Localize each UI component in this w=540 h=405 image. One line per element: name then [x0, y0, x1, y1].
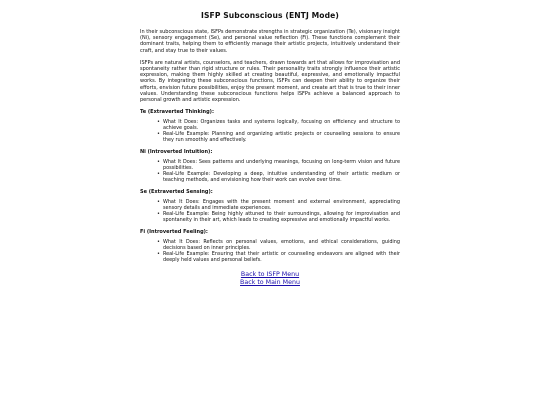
- list-item: • What It Does: Organizes tasks and systems logically, focusing on efficiency and structure to achieve goals.: [157, 119, 400, 131]
- section-heading-fi: Fi (Introverted Feeling):: [140, 229, 208, 236]
- back-to-isfp-menu-link[interactable]: Back to ISFP Menu: [240, 271, 300, 279]
- list-item: • Real-Life Example: Being highly attuned to their surroundings, allowing for improvisation and spontaneity in their art, which leads to creating expressive and emotionally impactful works.: [157, 211, 400, 223]
- list-item: • Real-Life Example: Planning and organizing artistic projects or counseling sessions to ensure they run smoothly and effectively.: [157, 131, 400, 143]
- section-heading-se: Se (Extraverted Sensing):: [140, 189, 213, 196]
- back-to-main-menu-link[interactable]: Back to Main Menu: [240, 278, 300, 286]
- page-content: [140, 0, 400, 286]
- section-list-te: [140, 119, 400, 143]
- section-ni: [140, 149, 400, 183]
- navigation-links: [140, 271, 400, 286]
- section-list-ni: [140, 159, 400, 183]
- section-heading-te: Te (Extraverted Thinking):: [140, 109, 214, 116]
- list-item: • What It Does: Reflects on personal values, emotions, and ethical considerations, guiding decisions based on inner principles.: [157, 239, 400, 251]
- list-item: • Real-Life Example: Ensuring that their artistic or counseling endeavors are aligned with their deeply held values and personal beliefs.: [157, 251, 400, 263]
- section-list-fi: [140, 239, 400, 263]
- list-item: • What It Does: Sees patterns and underlying meanings, focusing on long-term vision and future possibilities.: [157, 159, 400, 171]
- intro-paragraph-1: In their subconscious state, ISFPs demonstrate strengths in strategic organization (Te), visionary insight (Ni), sensory engagement (Se), and personal value reflection (Fi). These functions complement their dominant traits, helping them to efficiently manage their artistic projects, intuitively understand their craft, and stay true to their values.: [140, 29, 400, 54]
- section-heading-ni: Ni (Introverted Intuition):: [140, 149, 213, 156]
- intro-paragraph-2: ISFPs are natural artists, counselors, and teachers, drawn towards art that allows for improvisation and spontaneity rather than rigid structure or rules. Their personality traits strongly influence their artistic expression, making them highly skilled at creating beautiful, expressive, and emotionally impactful works. By integrating these subconscious functions, ISFPs can deepen their ability to organize their efforts, envision future possibilities, enjoy the present moment, and create art that is true to their inner values. Understanding these subconscious functions helps ISFPs achieve a balanced approach to personal growth and artistic expression.: [140, 59, 400, 104]
- list-item: • What It Does: Engages with the present moment and external environment, appreciating sensory details and immediate experiences.: [157, 199, 400, 211]
- section-list-se: [140, 199, 400, 223]
- page-title: ISFP Subconscious (ENTJ Mode): [201, 11, 339, 20]
- section-se: [140, 189, 400, 223]
- list-item: • Real-Life Example: Developing a deep, intuitive understanding of their artistic medium or teaching methods, and envisioning how their work can evolve over time.: [157, 171, 400, 183]
- section-te: [140, 109, 400, 143]
- section-fi: [140, 229, 400, 263]
